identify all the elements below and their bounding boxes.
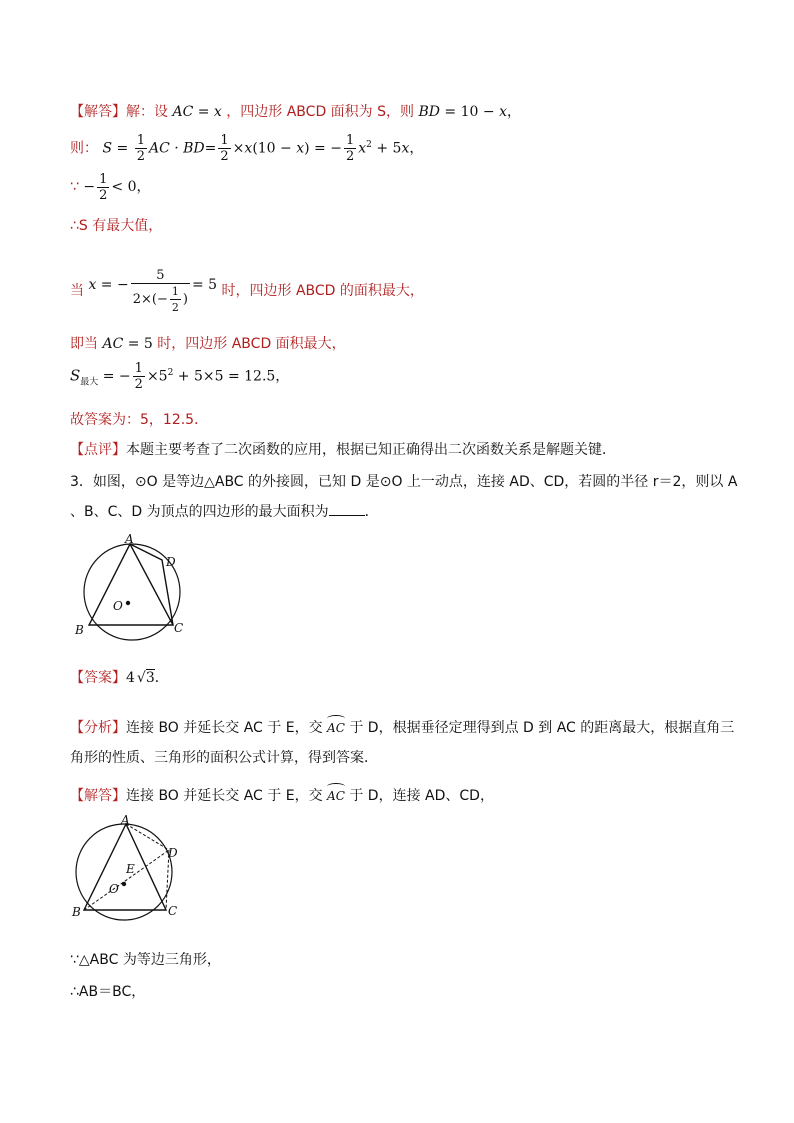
label-D-2: D — [168, 846, 178, 860]
solution-line-3: ∵ − $\frac{1}{2}$ < 0， — [70, 171, 151, 203]
comment-line: 【点评】本题主要考查了二次函数的应用，根据已知正确得出二次函数关系是解题关键． — [70, 442, 616, 458]
solution-line-2: 则： S = $\frac{1}{2}$ AC · BD= $\frac{1}{2}$ ×x(10 − x) = − $\frac{1}{2}$ $x^2 + 5x$， — [70, 133, 424, 165]
solution-line-6: 即当 AC = 5 时，四边形 ABCD 面积最大， — [70, 336, 346, 352]
label-C: C — [174, 621, 184, 635]
label-B-2: B — [72, 905, 81, 919]
label-B: B — [75, 623, 84, 637]
answer-blank — [329, 503, 365, 516]
label-E: E — [126, 862, 135, 876]
label-A-2: A — [121, 813, 130, 827]
question-3-line-2: 、B、C、D 为顶点的四边形的最大面积为 ． — [70, 504, 379, 520]
label-D: D — [166, 555, 176, 569]
solution-2-line: 【解答】连接 BO 并延长交 AC 于 E，交 AC 于 D，连接 AD、CD， — [70, 788, 494, 804]
arc-ac-symbol: AC — [327, 718, 345, 738]
question-3-line-1: 3．如图，⊙O 是等边△ABC 的外接圆，已知 D 是⊙O 上一动点，连接 AD、CD，若圆的半径 r＝2，则以 A — [70, 474, 738, 490]
answer-line: 【答案】4 √3． — [70, 670, 169, 686]
tail-line-2: ∴AB＝BC， — [70, 984, 146, 1000]
label-O: O — [113, 599, 123, 613]
solution-line-4: ∴S 有最大值， — [70, 218, 163, 234]
label-O-2: O — [109, 882, 119, 896]
label-C-2: C — [168, 904, 178, 918]
analysis-line-1: 【分析】连接 BO 并延长交 AC 于 E，交 AC 于 D，根据垂径定理得到点 D 到 AC 的距离最大，根据直角三 — [70, 720, 735, 736]
figure-2-circle-diagram — [70, 812, 200, 924]
figure-1-circle-diagram — [70, 530, 200, 646]
solution-line-1: 【解答】解：设 AC = x ，四边形 ABCD 面积为 S，则 BD = 10 − x， — [70, 104, 521, 120]
solution-line-5: 当 x = − 5 2×(− $\frac{1}{2}$ ) = 5 时，四边形 ABCD 的面积最大， — [70, 267, 424, 314]
solution-line-8: 故答案为：5，12.5． — [70, 412, 209, 428]
arc-ac-symbol-2: AC — [327, 786, 345, 806]
analysis-line-2: 角形的性质、三角形的面积公式计算，得到答案． — [70, 750, 378, 766]
label-A: A — [125, 532, 134, 546]
tail-line-1: ∵△ABC 为等边三角形， — [70, 952, 221, 968]
solution-line-7: $S_{最大}$ = − $\frac{1}{2}$ $\times 5^2 + 5\times 5 = 12.5$， — [70, 361, 290, 393]
